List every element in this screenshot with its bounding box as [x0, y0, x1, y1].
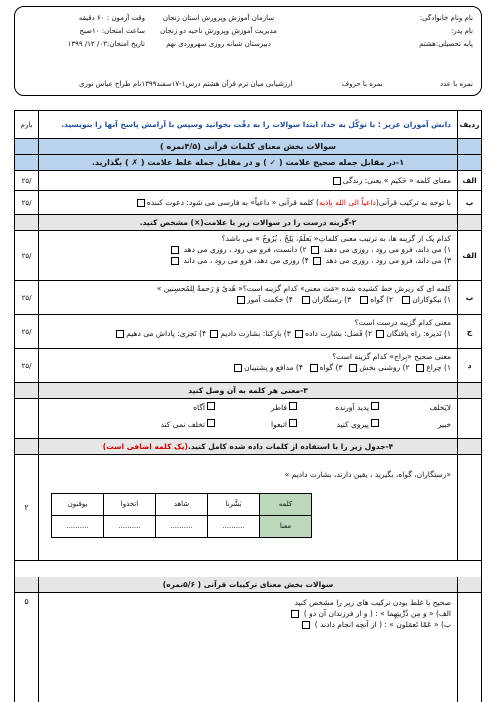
question-1b-label: ب	[457, 191, 481, 214]
question-2b-text: کلمه ای که زیرش خط کشیده شده «مَث معنی» کدام گزینه است؟« هُدیً وَ رَحمةً لِلمُحسِنین »	[156, 284, 451, 293]
option-2d-2-checkbox[interactable]	[349, 364, 357, 372]
question-1a-text: معنای کلمه « حَکیم » یعنی: زندگی	[342, 176, 451, 185]
fill-in-table-header-row	[52, 494, 312, 516]
question-5b-checkbox[interactable]	[302, 621, 310, 629]
intro-row	[15, 111, 481, 139]
option-2d-3: ۳) گواه	[319, 363, 343, 372]
question-1b-highlight: داعیاً الی الله بِاِذنِه	[318, 198, 376, 207]
question-5-body	[39, 593, 457, 702]
question-2c-body	[39, 315, 457, 348]
section-2-num-cell	[457, 215, 481, 230]
option-2c-3-checkbox[interactable]	[210, 330, 218, 338]
table-answer-1[interactable]: ..........	[208, 516, 260, 538]
table-word-3: اتخذوا	[104, 494, 156, 516]
section-1-score-cell	[15, 139, 39, 154]
question-2a-options-line-1	[45, 244, 451, 255]
match-word-2: خبیر	[437, 420, 451, 429]
option-2a-2-checkbox[interactable]	[171, 246, 179, 254]
option-2a-4: ۴) روزی می دهد، فرو می رود ، می داند	[183, 256, 309, 265]
intro-instruction: دانش آموزان عزیز : با توکّل به خدا، ابتدا سوالات را به دقّت بخوانید وسپس با آرامش پاسخ آنها را بنویسید.	[61, 120, 451, 129]
table-answer-2[interactable]: ..........	[156, 516, 208, 538]
option-2c-2-checkbox[interactable]	[295, 330, 303, 338]
question-5b-line	[45, 619, 451, 630]
question-5a-line	[45, 608, 451, 619]
table-word-1: بَشَّرنا	[208, 494, 260, 516]
section-5-header	[15, 577, 481, 593]
question-2d-label: د	[457, 349, 481, 382]
question-2c-options	[45, 328, 451, 339]
option-2c-1-checkbox[interactable]	[376, 330, 384, 338]
question-2b-row	[15, 281, 481, 315]
question-2d-text: معنی صحیح «بِراج» کدام گزینه است؟	[332, 352, 451, 361]
table-word-4: یوقنون	[52, 494, 104, 516]
question-2c-label: ج	[457, 315, 481, 348]
table-header-word: کلمه	[260, 494, 312, 516]
organization-info	[131, 12, 306, 51]
option-2b-1-checkbox[interactable]	[402, 296, 410, 304]
question-2d-row	[15, 349, 481, 383]
section-1-num-cell	[457, 139, 481, 154]
option-2d-1: ۱) چراغ	[426, 363, 451, 372]
exam-duration: وقت آزمون : ۶۰ دقیقه	[78, 14, 145, 22]
question-2c-text: معنی کدام گزینه درست است؟	[354, 318, 451, 327]
section-1-title: سوالات بخش معنای کلمات قرآنی (۴/۵نمره )	[160, 142, 336, 151]
option-2a-3-checkbox[interactable]	[313, 257, 321, 265]
fill-in-table-answer-row	[52, 516, 312, 538]
option-2c-2: ۲) فَضل: بشارت داده	[305, 329, 372, 338]
section-4-num-cell	[457, 439, 481, 454]
student-name-label: نام ونام خانوادگی:	[419, 14, 473, 22]
section-1-header	[15, 139, 481, 155]
question-2a-text: کدام یک از گزینه ها، به ترتیب معنی کلماتِ« یَعلَمُ، یَلِجُ ، بُرُوجٌ » می باشد؟	[221, 234, 451, 243]
match-meaning-6: تخلف نمی کند	[160, 420, 205, 429]
match-box-3[interactable]	[207, 402, 215, 410]
matching-grid	[45, 402, 451, 430]
question-2d-body	[39, 349, 457, 382]
match-box-4[interactable]	[371, 419, 379, 427]
question-5b-text: ب) « عَمّا تَعمَلون » : ( از آنچه انجام دادند )	[314, 620, 451, 629]
exam-table	[14, 110, 482, 702]
question-1a-score: /۲۵	[15, 171, 39, 190]
table-header-meaning: معنا	[260, 516, 312, 538]
section-3-header	[15, 383, 481, 399]
question-1-header	[15, 155, 481, 171]
question-1a-label: الف	[457, 171, 481, 190]
question-1b-text-end: ) کلمه قرآنی « داعیاً» به فارسی می شود: دعوت کننده	[146, 198, 319, 207]
header-bottom-line	[23, 80, 473, 88]
question-5-num-cell	[457, 593, 481, 702]
section-5-num-cell	[457, 577, 481, 592]
exam-timing-info	[25, 12, 145, 51]
question-2d-score: /۲۵	[15, 349, 39, 382]
question-1b-body	[39, 191, 457, 214]
option-2d-4-checkbox[interactable]	[234, 364, 242, 372]
student-info	[343, 12, 473, 51]
question-2a-score: /۲۵	[15, 231, 39, 280]
question-2d-options	[45, 362, 451, 373]
match-box-2[interactable]	[289, 402, 297, 410]
org-line-1: سازمان آموزش وپرورش استان زنجان	[162, 14, 275, 22]
exam-hour: ساعت امتحان: ۱۰صبح	[79, 27, 145, 35]
father-name-label: نام پدر:	[450, 27, 473, 35]
option-2d-1-checkbox[interactable]	[416, 364, 424, 372]
option-2b-1: ۱) نیکوکاران	[412, 295, 451, 304]
question-5-text: صحیح یا غلط بودن ترکیب های زیر را مشخص کنید	[294, 598, 451, 607]
question-5a-text: الف) « و مِن ذُرِّیتِهِما » : ( و از فرزندان آن دو )	[303, 609, 451, 618]
question-2b-label: ب	[457, 281, 481, 314]
grade-label: پایه تحصیلی:هشتم	[419, 40, 473, 48]
table-word-2: شاهد	[156, 494, 208, 516]
match-meaning-1: پدید آورنده	[335, 403, 369, 412]
section-4-score-cell	[15, 439, 39, 454]
option-2b-3: ۳) رستگاران	[311, 295, 352, 304]
section-2-header	[15, 215, 481, 231]
question-2c-row	[15, 315, 481, 349]
question-2b-options	[45, 294, 451, 305]
match-meaning-5: اتبعوا	[270, 420, 287, 429]
option-2b-2-checkbox[interactable]	[360, 296, 368, 304]
section-3-title: ۳-معنی هر کلمه به آن وصل کنید	[188, 386, 308, 395]
match-box-6[interactable]	[207, 419, 215, 427]
score-number-label: نمره با عدد	[439, 80, 473, 88]
section-4-title-note: (یک کلمه اضافی است)	[102, 442, 188, 451]
question-2a-label: الف	[457, 231, 481, 280]
question-5-row	[15, 593, 481, 702]
question-1a-checkbox[interactable]	[333, 177, 341, 185]
question-2b-score: /۲۵	[15, 281, 39, 314]
section-2-score-cell	[15, 215, 39, 230]
exam-title-line: ارزشیابی میان ترم قرآن هشتم درس۱-۱۷سفند۱۳۹۹نام طراح عباس نوری	[79, 80, 293, 88]
section-3-score-cell	[15, 383, 39, 398]
question-1-instruction: ۱-در مقابل جمله صحیح علامت ( ✓ ) و در مقابل جمله غلط علامت ( ✗ ) بگذارید.	[91, 158, 405, 167]
option-2d-2: ۲) روشنی بخش	[359, 363, 410, 372]
option-2d-4: ۴) مدافع و پشتیبان	[244, 363, 303, 372]
section-2-title: ۲-گزینه درست را در سوالات زیر با علامت(×) مشخص کنید.	[139, 218, 357, 227]
option-2b-4: ۴) حکمت آموز	[246, 295, 293, 304]
option-2a-3: ۳) می داند، فرو می رود ، روزی می دهد	[325, 256, 451, 265]
question-1-num-cell	[457, 155, 481, 170]
question-4-num-cell	[457, 455, 481, 560]
score-header: بارم	[15, 111, 39, 138]
question-1b-checkbox[interactable]	[137, 199, 145, 207]
question-1a-body	[39, 171, 457, 190]
question-3-body	[39, 399, 457, 438]
question-5-score: ۵	[15, 593, 39, 702]
section-4-header	[15, 439, 481, 455]
question-2a-row	[15, 231, 481, 281]
question-3-num-cell	[457, 399, 481, 438]
section-5-score-cell	[15, 577, 39, 592]
exam-header	[14, 6, 482, 96]
option-2a-1-checkbox[interactable]	[311, 246, 319, 254]
question-3-row	[15, 399, 481, 439]
row-header: ردیف	[457, 111, 481, 138]
match-meaning-2: فاطر	[271, 403, 287, 412]
org-line-2: مدیریت آموزش وپرورش ناحیه دو زنجان	[160, 27, 277, 35]
question-4-row	[15, 455, 481, 561]
option-2b-4-checkbox[interactable]	[237, 296, 245, 304]
section-5-title: سوالات بخش معنای ترکیبات قرآنی ( ۵/۶نمره)	[162, 580, 334, 589]
option-2c-3: ۳) بارِکنا: بشارت دادیم	[220, 329, 291, 338]
option-2c-1: ۱) نَذیرة: راه یافتگان	[386, 329, 451, 338]
question-1-score-cell	[15, 155, 39, 170]
question-2a-options-line-2	[45, 255, 451, 266]
option-2c-4: ۴) نَجزی: پاداش می دهیم	[126, 329, 207, 338]
table-answer-3[interactable]: ..........	[104, 516, 156, 538]
section-4-title: ۴-جدول زیر را با استفاده از کلمات داده شده کامل کنید.	[187, 442, 394, 451]
section-3-num-cell	[457, 383, 481, 398]
question-1a-row	[15, 171, 481, 191]
section-4-title-wrap	[39, 439, 457, 454]
question-2a-body	[39, 231, 457, 280]
option-2b-3-checkbox[interactable]	[302, 296, 310, 304]
score-letters-label: نمره با حروف	[341, 80, 383, 88]
match-word-1: لایَخلف	[429, 403, 451, 412]
question-5a-checkbox[interactable]	[291, 610, 299, 618]
org-line-3: دبیرستان شبانه روزی سهروردی نهم	[166, 40, 271, 48]
match-meaning-3: آگاه	[193, 403, 205, 412]
question-4-word-bank: «رستگاران، گواه، بگیرید ، یقین دارند، بشارت دادیم »	[284, 470, 451, 479]
question-1b-text-start: با توجه به ترکیب قرآنی(	[375, 198, 451, 207]
option-2a-4-checkbox[interactable]	[171, 257, 179, 265]
question-1b-row	[15, 191, 481, 215]
question-2b-body	[39, 281, 457, 314]
exam-date: تاریخ امتحان:۰۳/ ۱۲/ ۱۳۹۹	[67, 40, 145, 48]
match-box-5[interactable]	[289, 419, 297, 427]
question-1b-score: /۲۵	[15, 191, 39, 214]
match-meaning-4: پیروی کنید	[336, 420, 369, 429]
fill-in-table	[51, 493, 312, 538]
option-2a-2: ۲) دانست، فرو می رود ، روزی می دهد	[183, 245, 307, 254]
intro-text	[39, 111, 457, 138]
table-answer-4[interactable]: ..........	[52, 516, 104, 538]
match-box-1[interactable]	[371, 402, 379, 410]
option-2a-1: ۱) می داند، فرو می رود ، روزی می دهند	[323, 245, 451, 254]
question-2c-score: /۲۵	[15, 315, 39, 348]
question-4-score: ۲	[15, 455, 39, 560]
question-4-body	[39, 455, 457, 560]
option-2b-2: ۲) گواه	[370, 295, 394, 304]
question-3-score-cell	[15, 399, 39, 438]
option-2c-4-checkbox[interactable]	[116, 330, 124, 338]
option-2d-3-checkbox[interactable]	[310, 364, 318, 372]
